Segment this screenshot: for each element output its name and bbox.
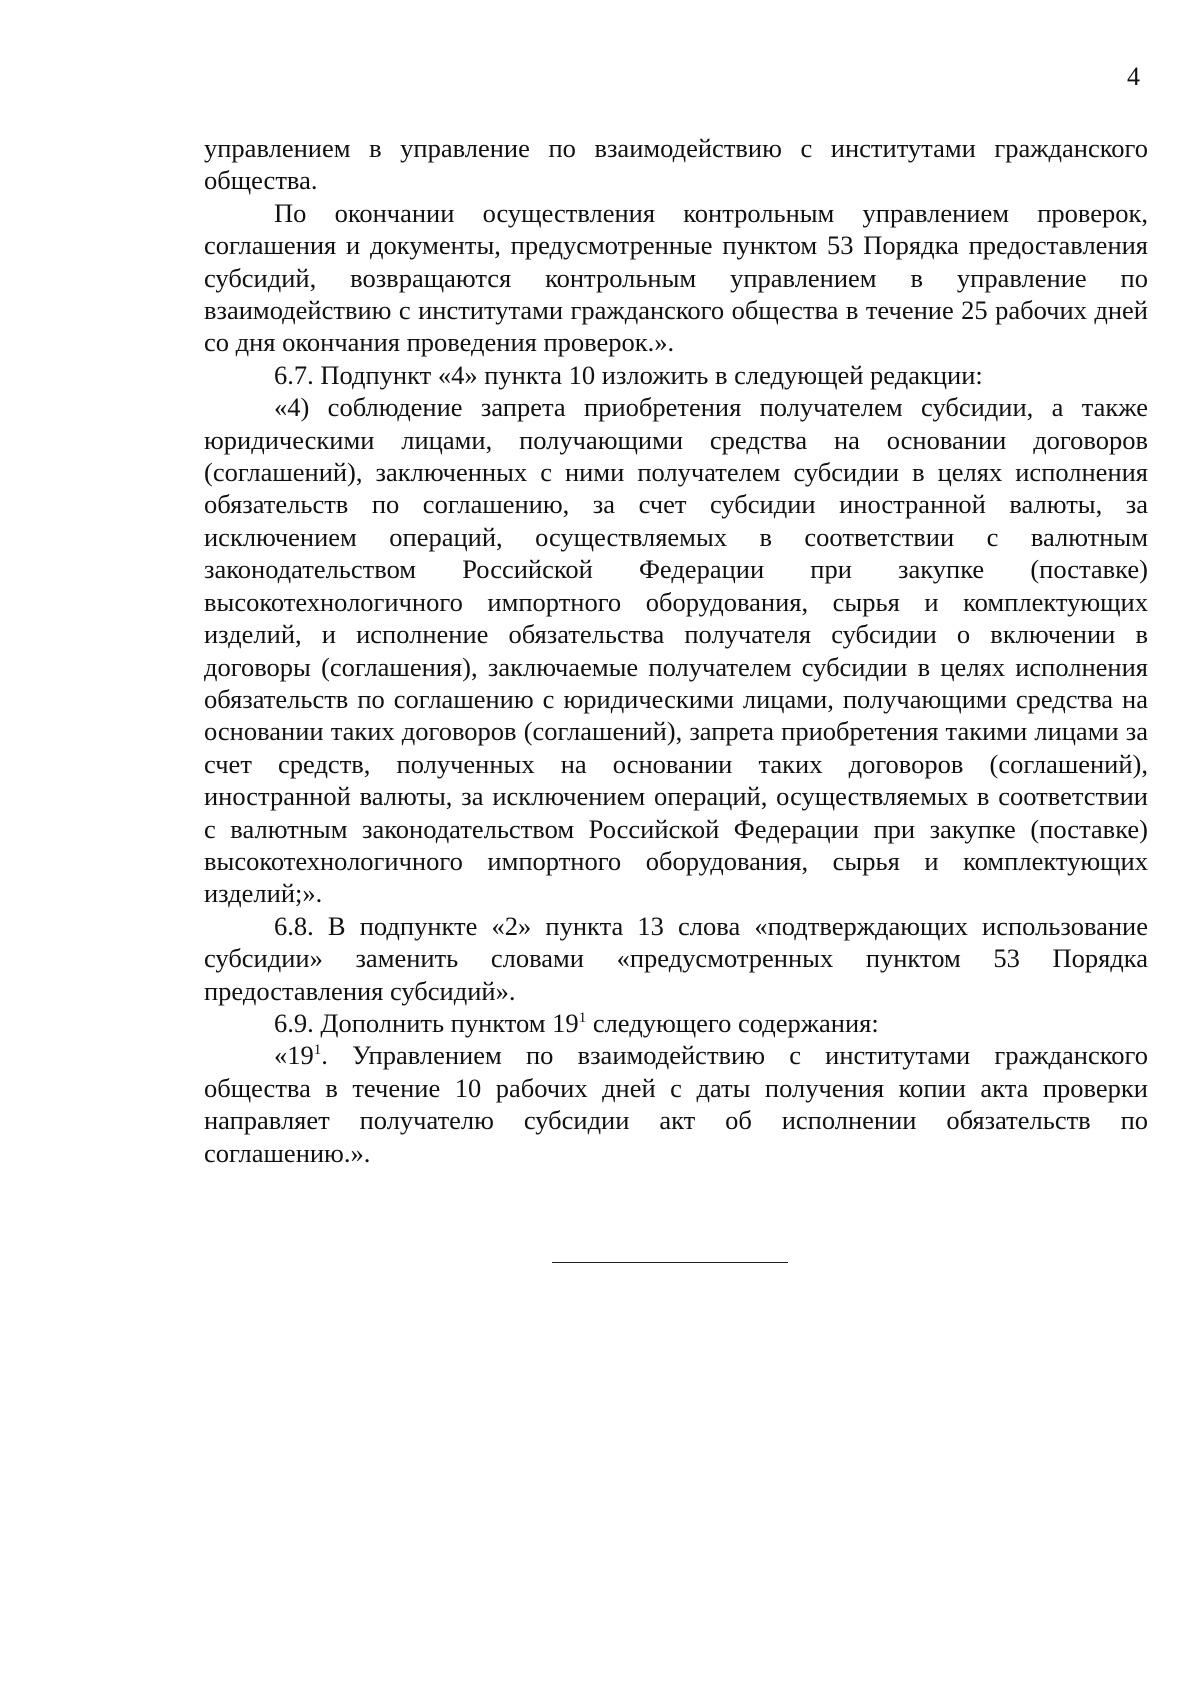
paragraph-subitem-4-text: «4) соблюдение запрета приобретения получателем субсидии, а также юридическими лицами, получающими средства на основании договоров (соглашений), заключенных с ними получателем субсидии в целях исполнения обязательств по соглашению, за счет субсидии иностранной валюты, за исключением операций, осуществляемых в соответствии с валютным законодательством Российской Федерации при закупке (поставке) высокотехнологичного импортного оборудования, сырья и комплектующих изделий, и исполнение обязательства получателя субсидии о включении в договоры (соглашения), заключаемые получателем субсидии в целях исполнения обязательств по соглашению с юридическими лицами, получающими средства на основании таких договоров (соглашений), запрета приобретения такими лицами за счет средств, полученных на основании таких договоров (соглашений), иностранной валюты, за исключением операций, осуществляемых в соответствии с валютным законодательством Российской Федерации при закупке (поставке) высокотехнологичного импортного оборудования, сырья и комплектующих изделий;». bbox=[204, 392, 1148, 909]
page-number: 4 bbox=[1127, 62, 1140, 91]
end-separator-line bbox=[552, 1262, 788, 1263]
superscript-index: 1 bbox=[578, 1010, 587, 1027]
paragraph-19-1-text-end: . Управлением по взаимодействию с институтами гражданского общества в течение 10 рабочих дней с даты получения копии акта проверки направляет получателю субсидии акт об исполнении обязательств по соглашению.». bbox=[204, 1040, 1148, 1168]
document-body bbox=[204, 132, 1148, 1169]
paragraph-6-9 bbox=[204, 1007, 1148, 1039]
paragraph-continuation: управлением в управление по взаимодействию с институтами гражданского общества. bbox=[204, 133, 1148, 196]
paragraph-6-9-text-start: 6.9. Дополнить пунктом 19 bbox=[274, 1007, 579, 1038]
paragraph-6-8: 6.8. В подпункте «2» пункта 13 слова «подтверждающих использование субсидии» заменить словами «предусмотренных пунктом 53 Порядка предоставления субсидий». bbox=[204, 910, 1148, 1006]
paragraph-6-9-text-end: следующего содержания: bbox=[586, 1007, 879, 1038]
paragraph-item-19-1-text bbox=[204, 1039, 1148, 1169]
paragraph-6-7: 6.7. Подпункт «4» пункта 10 изложить в следующей редакции: bbox=[274, 359, 983, 390]
paragraph-19-1-text-start: «19 bbox=[274, 1040, 314, 1071]
paragraph-audit-completion: По окончании осуществления контрольным управлением проверок, соглашения и документы, предусмотренные пунктом 53 Порядка предоставления субсидий, возвращаются контрольным управлением в управление по взаимодействию с институтами гражданского общества в течение 25 рабочих дней со дня окончания проведения проверок.». bbox=[204, 197, 1148, 358]
superscript-index: 1 bbox=[313, 1042, 322, 1059]
